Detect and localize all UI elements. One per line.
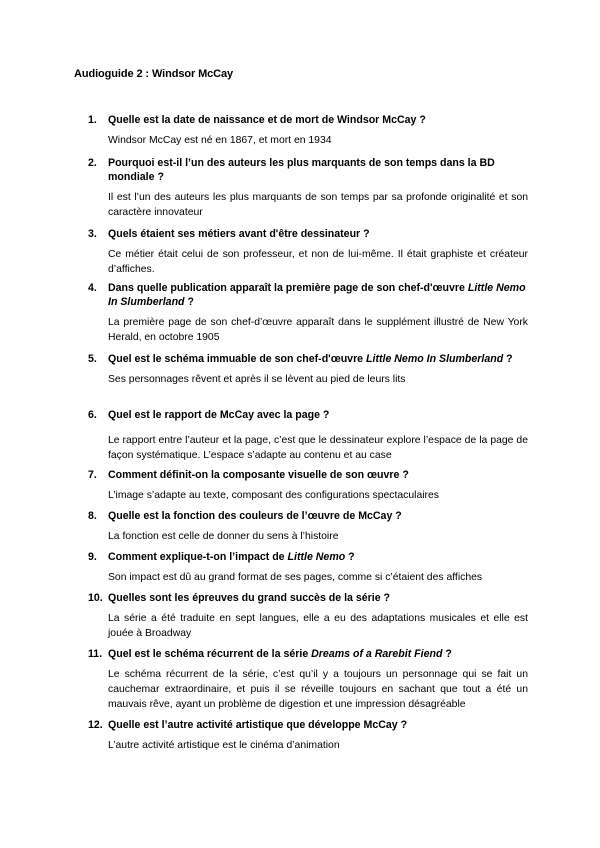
question-text: Quel est le schéma récurrent de la série Dreams of a Rarebit Fiend ? xyxy=(108,648,452,660)
question-text: Quelle est la date de naissance et de mort de Windsor McCay ? xyxy=(108,114,426,126)
question-text: Quelle est l’autre activité artistique que développe McCay ? xyxy=(108,719,408,731)
question-12 xyxy=(88,718,528,732)
question-text: Pourquoi est-il l’un des auteurs les plus marquants de son temps dans la BD mondiale ? xyxy=(108,157,495,183)
qa-item-3 xyxy=(88,227,528,277)
answer-8: La fonction est celle de donner du sens à l’histoire xyxy=(108,531,339,542)
answer-5: Ses personnages rêvent et après il se lèvent au pied de leurs lits xyxy=(108,374,406,385)
question-text: Quelles sont les épreuves du grand succès de la série ? xyxy=(108,592,391,604)
question-number: 10. xyxy=(88,592,103,604)
qa-item-1 xyxy=(88,113,528,148)
question-number: 7. xyxy=(88,469,97,481)
question-text: Quelle est la fonction des couleurs de l’œuvre de McCay ? xyxy=(108,510,402,522)
answer-2: Il est l’un des auteurs les plus marquants de son temps par sa profonde originalité et son caractère innovateur xyxy=(108,192,528,218)
question-text: Quels étaient ses métiers avant d'être dessinateur ? xyxy=(108,228,370,240)
answer-3: Ce métier était celui de son professeur, et non de lui-même. Il était graphiste et créateur d’affiches. xyxy=(108,249,528,275)
question-number: 8. xyxy=(88,510,97,522)
question-text: Dans quelle publication apparaît la première page de son chef-d'œuvre Little Nemo In Slumberland ? xyxy=(108,282,526,308)
question-number: 5. xyxy=(88,353,97,365)
question-number: 6. xyxy=(88,409,97,421)
qa-item-9 xyxy=(88,550,528,585)
qa-item-10 xyxy=(88,591,528,641)
answer-11: Le schéma récurrent de la série, c’est qu’il y a toujours un personnage qui se fait un cauchemar extraordinaire, et puis il se réveille toujours en sachant que tout a été un mauvais rêve, ayant un problème de digestion et une impression désagréable xyxy=(108,669,528,710)
question-number: 11. xyxy=(88,648,103,660)
answer-7: L’image s’adapte au texte, composant des configurations spectaculaires xyxy=(108,490,439,501)
question-text: Quel est le schéma immuable de son chef-d'œuvre Little Nemo In Slumberland ? xyxy=(108,353,513,365)
answer-6: Le rapport entre l’auteur et la page, c’est que le dessinateur explore l’espace de la page de façon systématique. L’espace s’adapte au contenu et au case xyxy=(108,435,528,461)
question-number: 1. xyxy=(88,114,97,126)
question-6 xyxy=(88,408,528,422)
question-3 xyxy=(88,227,528,241)
question-5 xyxy=(88,352,528,366)
question-10 xyxy=(88,591,528,605)
qa-item-8 xyxy=(88,509,528,544)
question-9 xyxy=(88,550,528,564)
question-number: 4. xyxy=(88,282,97,294)
question-number: 3. xyxy=(88,228,97,240)
qa-item-6 xyxy=(88,408,528,463)
question-4 xyxy=(88,281,528,309)
answer-4: La première page de son chef-d’œuvre apparaît dans le supplément illustré de New York Herald, en octobre 1905 xyxy=(108,317,528,343)
qa-item-11 xyxy=(88,647,528,712)
answer-10: La série a été traduite en sept langues, elle a eu des adaptations musicales et elle est jouée à Broadway xyxy=(108,613,528,639)
question-text: Comment explique-t-on l’impact de Little Nemo ? xyxy=(108,551,355,563)
question-2 xyxy=(88,156,528,184)
question-11 xyxy=(88,647,528,661)
question-7 xyxy=(88,468,528,482)
question-number: 2. xyxy=(88,157,97,169)
question-text: Comment définit-on la composante visuelle de son œuvre ? xyxy=(108,469,409,481)
question-number: 12. xyxy=(88,719,103,731)
question-8 xyxy=(88,509,528,523)
question-text: Quel est le rapport de McCay avec la page ? xyxy=(108,409,330,421)
qa-item-4 xyxy=(88,281,528,345)
qa-item-5 xyxy=(88,352,528,387)
answer-1: Windsor McCay est né en 1867, et mort en 1934 xyxy=(108,135,332,146)
document-title: Audioguide 2 : Windsor McCay xyxy=(74,68,234,80)
question-number: 9. xyxy=(88,551,97,563)
qa-item-7 xyxy=(88,468,528,503)
answer-12: L’autre activité artistique est le cinéma d’animation xyxy=(108,740,340,751)
question-1 xyxy=(88,113,528,127)
answer-9: Son impact est dû au grand format de ses pages, comme si c’étaient des affiches xyxy=(108,572,483,583)
qa-item-2 xyxy=(88,156,528,220)
qa-item-12 xyxy=(88,718,528,753)
